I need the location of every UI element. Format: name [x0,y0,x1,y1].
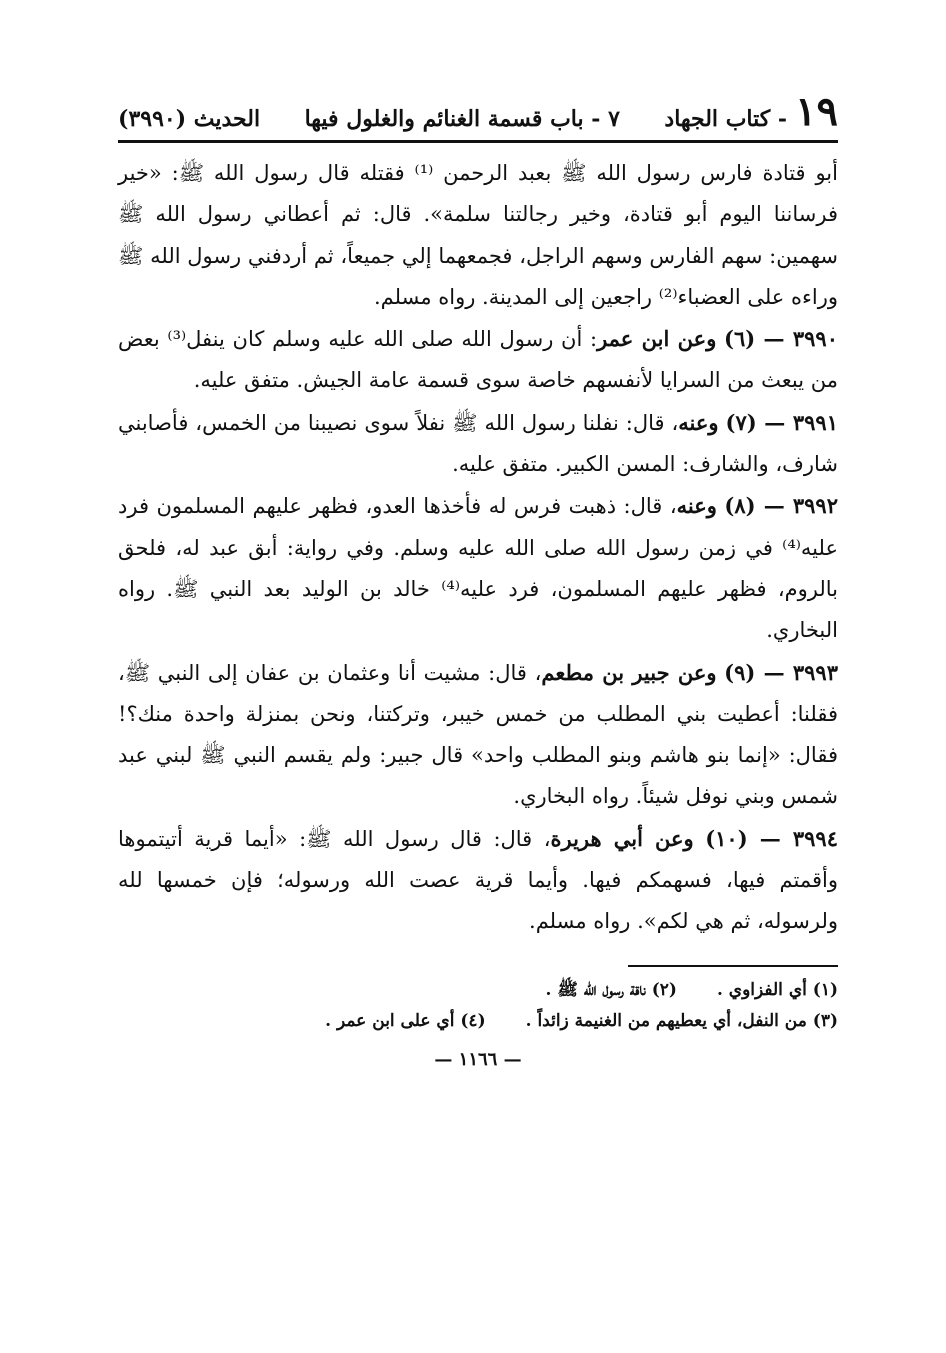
chapter-title: - كتاب الجهاد [664,105,788,132]
page-body [118,153,838,943]
footnote-3: (٣) من النفل، أي يعطيهم من الغنيمة زائداً . [525,1010,838,1031]
page-number: — ١١٦٦ — [434,1048,522,1070]
book-page [118,82,838,1070]
hadith-number: ٣٩٩٠ — (٦) [724,326,838,352]
hadith-narrator: وعنه [676,493,717,519]
footnote-row [118,1006,838,1037]
hadith-paragraph [118,652,838,818]
paragraph-text: أبو قتادة فارس رسول الله ﷺ بعبد الرحمن ⁽¹⁾ فقتله قال رسول الله ﷺ: «خير فرساننا اليوم أبو قتادة، وخير رجالتنا سلمة». قال: ثم أعطاني رسول الله ﷺ سهمين: سهم الفارس وسهم الراجل، فجمعهما إلي جميعاً، ثم أردفني رسول الله ﷺ وراءه على العضباء⁽²⁾ راجعين إلى المدينة. رواه مسلم. [118,161,838,309]
hadith-reference: الحديث (٣٩٩٠) [118,106,261,132]
hadith-number: ٣٩٩١ — (٧) [725,409,838,435]
hadith-narrator: وعن أبي هريرة [550,825,694,851]
hadith-narrator: وعن ابن عمر [597,326,717,352]
page-header [118,82,838,143]
paragraph-text: ، قال: قال رسول الله ﷺ: «أيما قرية أتيتموها وأقمتم فيها، فسهمكم فيها. وأيما قرية عصت الله ورسوله؛ فإن خمسها لله ولرسوله، ثم هي لكم». رواه مسلم. [118,826,838,934]
hadith-paragraph [118,402,838,486]
footnote-1: (١) أي الفزاوي . [716,979,838,1000]
footnote-2: (٢) ناقة رسول الله ﷺ . [545,979,677,1000]
footnote-4: (٤) أي على ابن عمر . [325,1010,486,1031]
hadith-number: ٣٩٩٣ — (٩) [724,659,838,685]
hadith-paragraph [118,153,838,318]
footnote-divider [628,965,838,967]
section-title: ٧ - باب قسمة الغنائم والغلول فيها [304,106,620,132]
chapter-number: ١٩ [795,88,838,135]
chapter-heading [664,88,838,135]
footnote-row [118,975,838,1006]
paragraph-text: ، قال: مشيت أنا وعثمان بن عفان إلى النبي ﷺ، فقلنا: أعطيت بني المطلب من خمس خيبر، وتركتنا، ونحن بمنزلة واحدة منك؟! فقال: «إنما بنو هاشم وبنو المطلب واحد» قال جبير: ولم يقسم النبي ﷺ لبني عبد شمس وبني نوفل شيئاً. رواه البخاري. [118,660,838,809]
paragraph-text: ، قال: نفلنا رسول الله ﷺ نفلاً سوى نصيبنا من الخمس، فأصابني شارف، والشارف: المسن الكبير. متفق عليه. [118,410,838,477]
hadith-paragraph [118,485,838,651]
hadith-number: ٣٩٩٢ — (٨) [724,493,838,519]
hadith-number: ٣٩٩٤ — (١٠) [705,825,838,851]
paragraph-text: ، قال: ذهبت فرس له فأخذها العدو، فظهر عليهم المسلمون فرد عليه⁽⁴⁾ في زمن رسول الله صلى الله عليه وسلم. وفي رواية: أبق عبد له، فلحق بالروم، فظهر عليهم المسلمون، فرد عليه⁽⁴⁾ خالد بن الوليد بعد النبي ﷺ. رواه البخاري. [118,494,838,643]
hadith-narrator: وعن جبير بن مطعم [541,659,717,685]
hadith-paragraph [118,318,838,402]
hadith-paragraph [118,818,838,943]
paragraph-text: : أن رسول الله صلى الله عليه وسلم كان ينفل⁽³⁾ بعض من يبعث من السرايا لأنفسهم خاصة سوى قسمة عامة الجيش. متفق عليه. [118,327,838,393]
footnotes [118,975,838,1037]
hadith-narrator: وعنه [678,409,719,435]
